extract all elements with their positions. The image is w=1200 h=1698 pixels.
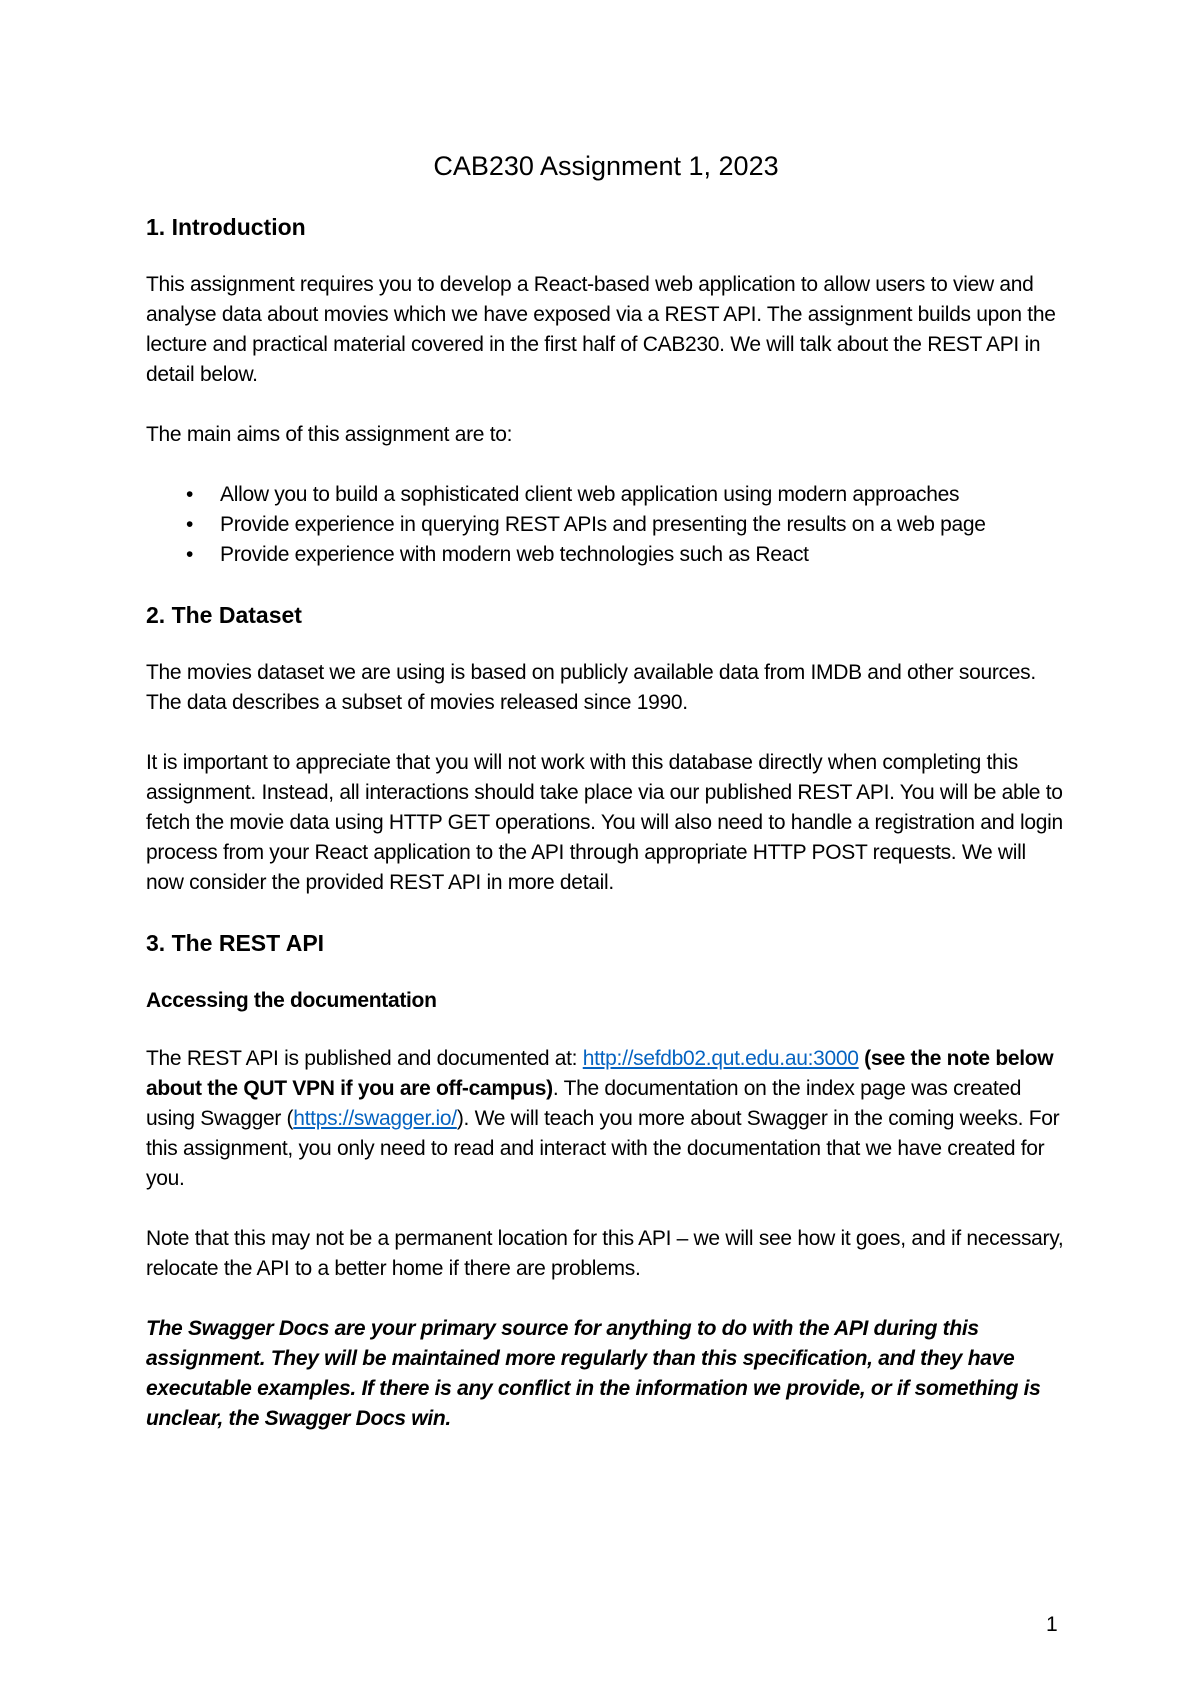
intro-paragraph: This assignment requires you to develop a React-based web application to allow users to view and analyse data about movies which we have exposed via a REST API. The assignment builds upon the lecture and practical material covered in the first half of CAB230. We will talk about the REST API in detail below. — [146, 273, 1056, 386]
section-heading-introduction: 1. Introduction — [146, 214, 306, 240]
swagger-primary-source-note: The Swagger Docs are your primary source for anything to do with the API during this assignment. They will be maintained more regularly than this specification, and they have executable examples. If there is any conflict in the information we provide, or if something is unclear, the Swagger Docs win. — [146, 1317, 1041, 1430]
dataset-paragraph-2: It is important to appreciate that you will not work with this database directly when completing this assignment. Instead, all interactions should take place via our published REST API. You will be able to fetch the movie data using HTTP GET operations. You will also need to handle a registration and login process from your React application to the API through appropriate HTTP POST requests. We will now consider the provided REST API in more detail. — [146, 751, 1063, 894]
api-paragraph-1 — [146, 1044, 1066, 1194]
page-number: 1 — [1046, 1613, 1058, 1636]
api-paragraph-1-start: The REST API is published and documented at: — [146, 1047, 583, 1070]
swagger-link[interactable]: https://swagger.io/ — [293, 1107, 457, 1130]
api-paragraph-2: Note that this may not be a permanent location for this API – we will see how it goes, and if necessary, relocate the API to a better home if there are problems. — [146, 1227, 1064, 1280]
document-title: CAB230 Assignment 1, 2023 — [433, 151, 779, 181]
dataset-paragraph-1: The movies dataset we are using is based on publicly available data from IMDB and other sources. The data describes a subset of movies released since 1990. — [146, 661, 1036, 714]
aims-list — [146, 480, 1066, 570]
section-heading-rest-api: 3. The REST API — [146, 930, 325, 956]
list-item: • Provide experience in querying REST APIs and presenting the results on a web page — [146, 510, 1066, 540]
list-item: • Allow you to build a sophisticated client web application using modern approaches — [146, 480, 1066, 510]
section-heading-dataset: 2. The Dataset — [146, 602, 302, 628]
api-paragraph-1-end: ). We will teach you more about Swagger in the coming weeks. For this assignment, you only need to read and interact with the documentation that we have created for you. — [146, 1107, 1060, 1190]
aims-lead-paragraph: The main aims of this assignment are to: — [146, 423, 513, 446]
list-item: • Provide experience with modern web technologies such as React — [146, 540, 1066, 570]
document-page — [146, 148, 1066, 1464]
subheading-accessing-documentation: Accessing the documentation — [146, 989, 437, 1012]
api-docs-link[interactable]: http://sefdb02.qut.edu.au:3000 — [582, 1047, 859, 1070]
vpn-note: (see the note below about the QUT VPN if you are off-campus) — [146, 1047, 1054, 1100]
api-paragraph-1-mid: . The documentation on the index page was created using Swagger ( — [146, 1077, 1022, 1130]
